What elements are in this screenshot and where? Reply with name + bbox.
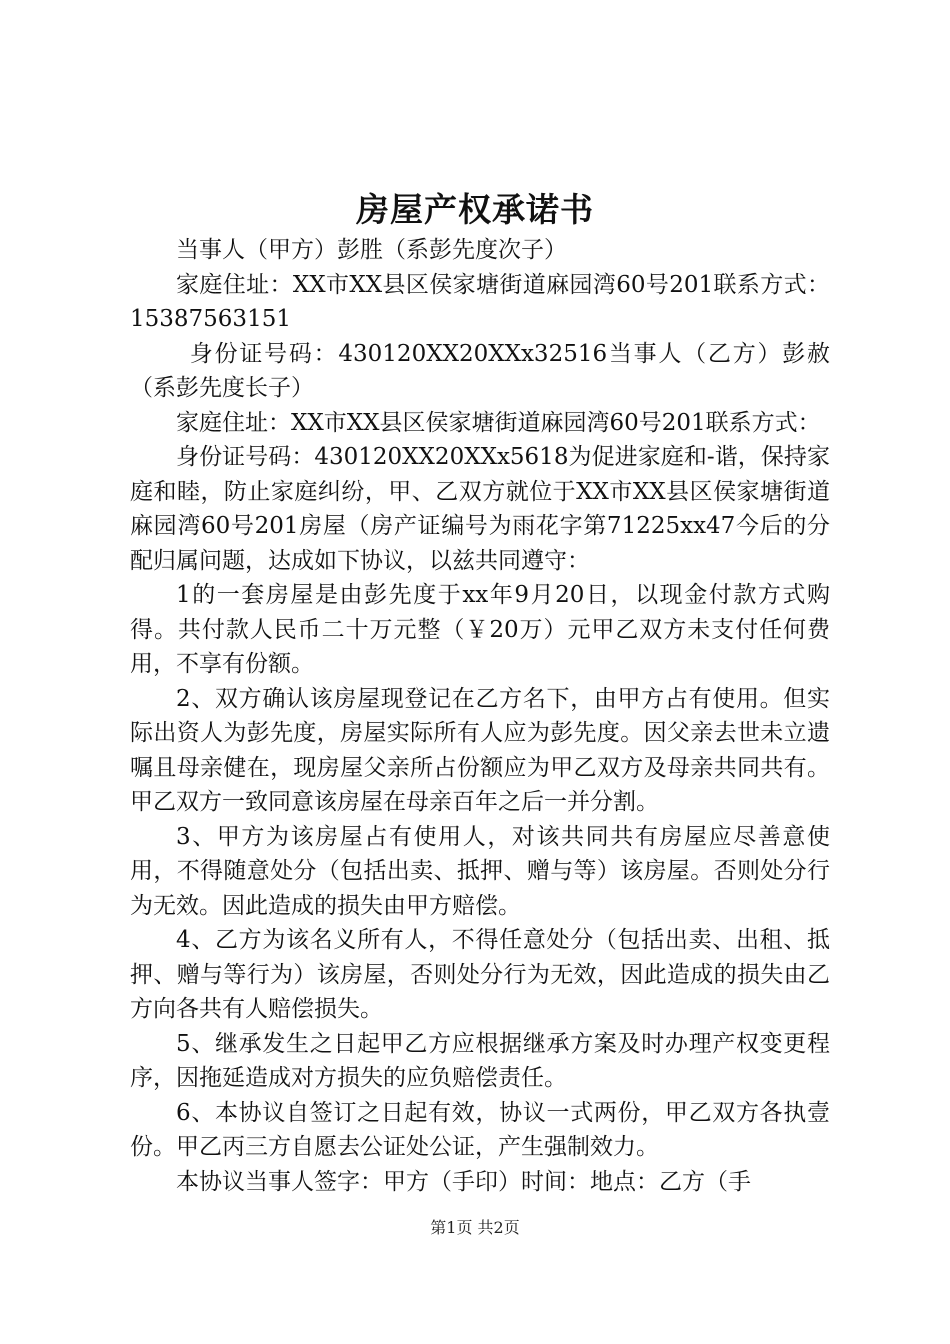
document-title: 房屋产权承诺书 [356,190,594,229]
paragraph-clause-6: 6、本协议自签订之日起有效，协议一式两份，甲乙双方各执壹份。甲乙丙三方自愿去公证处公证，产生强制效力。 [130,1099,830,1160]
paragraph-clause-4: 4、乙方为该名义所有人，不得任意处分（包括出卖、出租、抵押、赠与等行为）该房屋，否则处分行为无效，因此造成的损失由乙方向各共有人赔偿损失。 [130,927,830,1022]
paragraph-clause-1: 1的一套房屋是由彭先度于xx年9月20日，以现金付款方式购得。共付款人民币二十万元整（￥20万）元甲乙双方未支付任何费用，不享有份额。 [130,582,830,677]
paragraph-address-b: 家庭住址：XX市XX县区侯家塘街道麻园湾60号201联系方式： [176,409,821,436]
paragraph-id-a-party-b: 身份证号码：430120XX20XXx32516当事人（乙方）彭赦（系彭先度长子） [130,340,830,401]
paragraph-party-a: 当事人（甲方）彭胜（系彭先度次子） [176,237,567,263]
paragraph-id-b-preamble: 身份证号码：430120XX20XXx5618为促进家庭和-谐，保持家庭和睦，防止家庭纠纷，甲、乙双方就位于XX市XX县区侯家塘街道麻园湾60号201房屋（房产证编号为雨花字第71225xx47今后的分配归属问题，达成如下协议，以兹共同遵守： [130,444,830,574]
paragraph-address-a: 家庭住址：XX市XX县区侯家塘街道麻园湾60号201联系方式：15387563151 [130,271,830,332]
paragraph-clause-3: 3、甲方为该房屋占有使用人，对该共同共有房屋应尽善意使用，不得随意处分（包括出卖、抵押、赠与等）该房屋。否则处分行为无效。因此造成的损失由甲方赔偿。 [130,823,830,919]
paragraph-signature: 本协议当事人签字：甲方（手印）时间：地点：乙方（手 [176,1168,751,1195]
document-body [130,233,830,1199]
paragraph-clause-5: 5、继承发生之日起甲乙方应根据继承方案及时办理产权变更程序，因拖延造成对方损失的应负赔偿责任。 [130,1030,830,1091]
page-footer: 第1页 共2页 [430,1218,520,1237]
paragraph-clause-2: 2、双方确认该房屋现登记在乙方名下，由甲方占有使用。但实际出资人为彭先度，房屋实际所有人应为彭先度。因父亲去世未立遗嘱且母亲健在，现房屋父亲所占份额应为甲乙双方及母亲共同共有。甲乙双方一致同意该房屋在母亲百年之后一并分割。 [130,685,830,815]
